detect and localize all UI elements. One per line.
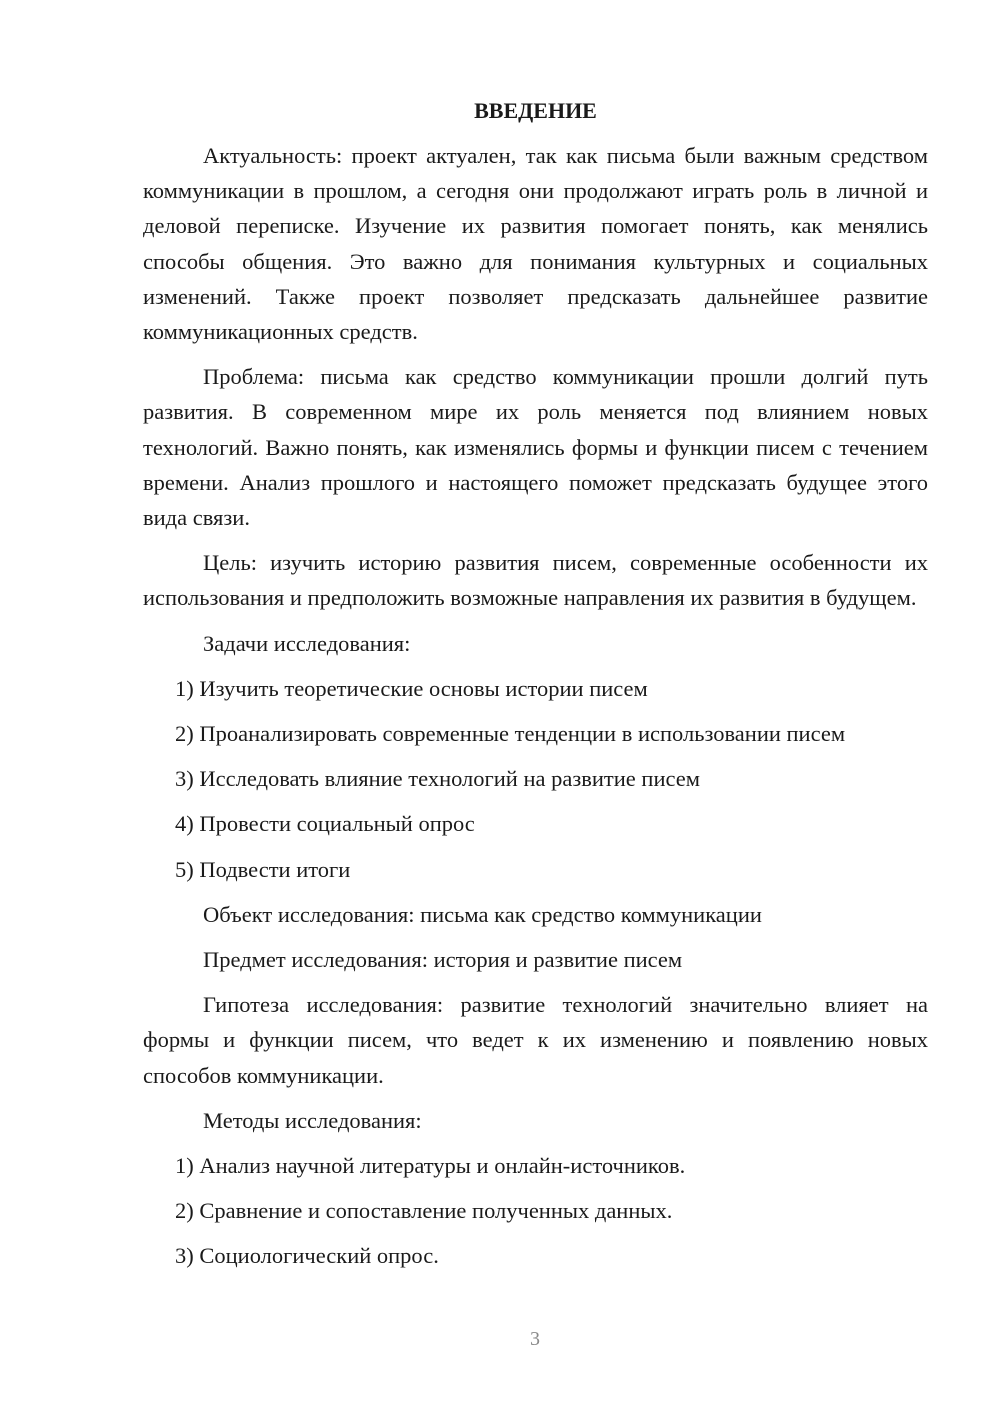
list-item: 1) Изучить теоретические основы истории писем — [175, 675, 648, 701]
object-paragraph: Объект исследования: письма как средство коммуникации — [203, 901, 762, 927]
list-item: 2) Проанализировать современные тенденции в использовании писем — [175, 721, 846, 747]
list-item: 3) Исследовать влияние технологий на развитие писем — [175, 766, 700, 792]
subject-paragraph: Предмет исследования: история и развитие писем — [203, 947, 683, 973]
list-item: 3) Социологический опрос. — [175, 1243, 439, 1269]
hypothesis-paragraph: Гипотеза исследования: развитие технологий значительно влияет на формы и функции писем, что ведет к их изменению и появлению новых способов коммуникации. — [143, 992, 928, 1088]
list-item: 4) Провести социальный опрос — [175, 811, 475, 837]
methods-label: Методы исследования: — [203, 1107, 422, 1133]
methods-list — [143, 1148, 928, 1274]
page-title: ВВЕДЕНИЕ — [474, 98, 597, 123]
goal-paragraph: Цель: изучить историю развития писем, современные особенности их использования и предположить возможные направления их развития в будущем. — [143, 550, 928, 611]
relevance-paragraph: Актуальность: проект актуален, так как письма были важным средством коммуникации в прошлом, а сегодня они продолжают играть роль в личной и деловой переписке. Изучение их развития помогает понять, как менялись способы общения. Это важно для понимания культурных и социальных изменений. Также проект позволяет предсказать дальнейшее развитие коммуникационных средств. — [143, 143, 928, 345]
list-item: 5) Подвести итоги — [175, 856, 351, 882]
document-page — [143, 96, 928, 1284]
problem-paragraph: Проблема: письма как средство коммуникации прошли долгий путь развития. В современном мире их роль меняется под влиянием новых технологий. Важно понять, как изменялись формы и функции писем с течением времени. Анализ прошлого и настоящего поможет предсказать будущее этого вида связи. — [143, 364, 928, 531]
tasks-label: Задачи исследования: — [203, 630, 411, 656]
page-number: 3 — [530, 1328, 540, 1350]
list-item: 1) Анализ научной литературы и онлайн-источников. — [175, 1153, 686, 1179]
list-item: 2) Сравнение и сопоставление полученных данных. — [175, 1198, 673, 1224]
tasks-list — [143, 671, 928, 887]
